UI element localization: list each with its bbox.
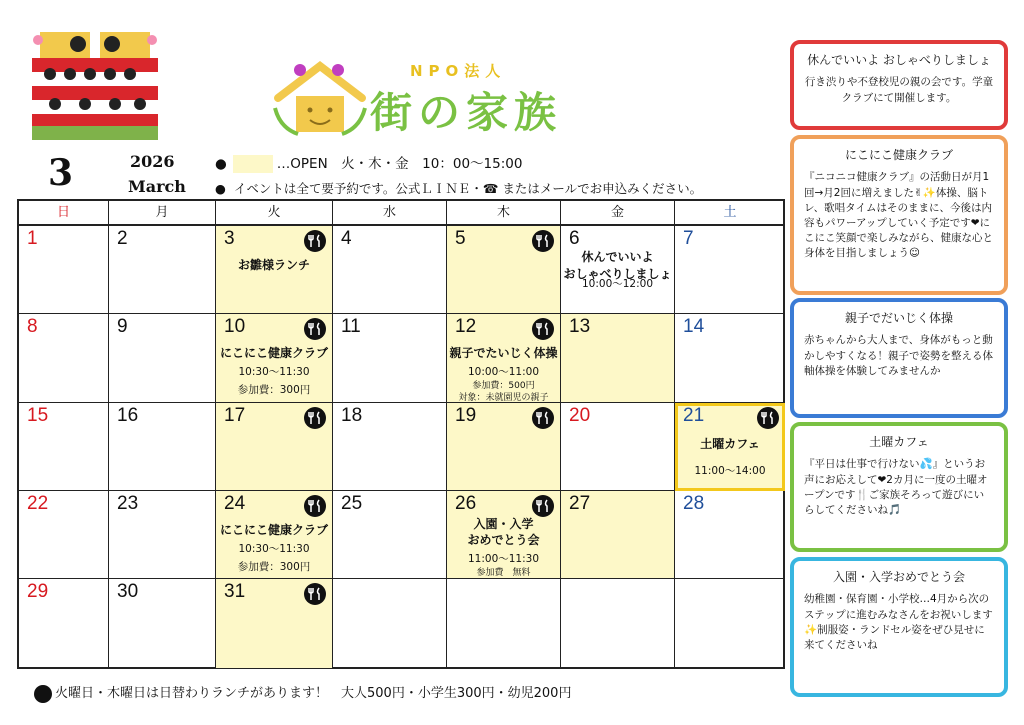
event-text: 土曜カフェ <box>700 437 760 451</box>
calendar-day-cell <box>675 491 785 579</box>
day-number: 5 <box>455 228 466 249</box>
day-number: 28 <box>683 493 705 514</box>
box-body: 幼稚園・保育園・小学校…4月から次のステップに進むみなさんをお祝いします✨制服姿・ランドセル姿をぜひ見せに来てくださいね <box>804 593 993 652</box>
day-number: 12 <box>455 316 477 337</box>
calendar-day-cell <box>675 403 785 491</box>
lunch-note <box>34 682 571 703</box>
month-number: 3 <box>48 152 74 194</box>
box-body: 赤ちゃんから大人まで、身体がもっと動かしやすくなる！親子で姿勢を整える体軸体操を体験してみませんか <box>804 334 993 377</box>
event-text: 参加費：500円 <box>472 381 535 391</box>
weekday-fri: 金 <box>561 201 675 224</box>
info-box-parents-meeting <box>790 40 1008 130</box>
weekday-thu: 木 <box>447 201 561 224</box>
day-number: 11 <box>341 316 361 337</box>
day-number: 16 <box>117 405 139 426</box>
day-number: 21 <box>683 405 705 426</box>
event-text: 10:00～11:00 <box>467 366 540 378</box>
event-text: 参加費：300円 <box>237 561 311 573</box>
box-title: にこにこ健康クラブ <box>844 148 953 162</box>
calendar-grid <box>17 199 785 669</box>
highlight-legend-swatch <box>233 155 273 173</box>
calendar-day-cell <box>109 226 216 314</box>
day-number: 10 <box>224 316 246 337</box>
day-number: 25 <box>341 493 363 514</box>
day-number: 19 <box>455 405 477 426</box>
calendar-day-cell <box>216 403 333 491</box>
day-number: 8 <box>27 316 38 337</box>
day-number: 24 <box>224 493 246 514</box>
day-number: 14 <box>683 316 705 337</box>
calendar-day-cell <box>109 579 216 668</box>
calendar-day-cell <box>333 226 447 314</box>
day-number: 2 <box>117 228 128 249</box>
lunch-fork-knife-icon <box>304 318 326 340</box>
lunch-fork-knife-icon <box>532 318 554 340</box>
lunch-fork-knife-icon <box>532 495 554 517</box>
day-number: 26 <box>455 493 477 514</box>
event-text: 参加費：300円 <box>237 384 311 396</box>
day-number: 18 <box>341 405 363 426</box>
weekday-wed: 水 <box>333 201 447 224</box>
event-text: 入園・入学 <box>473 517 534 531</box>
calendar-day-cell <box>19 226 109 314</box>
day-number: 4 <box>341 228 352 249</box>
reservation-line: ● イベントは全て要予約です。公式ＬＩＮＥ・☎ またはメールでお申込みください。 <box>215 181 703 196</box>
day-number: 27 <box>569 493 591 514</box>
lunch-fork-knife-icon <box>304 407 326 429</box>
calendar-day-cell <box>109 491 216 579</box>
calendar-day-cell <box>216 314 333 403</box>
calendar-day-cell <box>561 491 675 579</box>
open-hours-text: …OPEN 火・木・金 10：00～15:00 <box>276 156 523 172</box>
hina-doll-illustration <box>30 28 160 140</box>
calendar-day-cell <box>216 579 333 668</box>
lunch-fork-knife-icon <box>532 407 554 429</box>
calendar-day-cell <box>19 314 109 403</box>
event-text: にこにこ健康クラブ <box>219 523 328 537</box>
box-body: 行き渋りや不登校児の親の会です。学童クラブにて開催します。 <box>804 76 994 104</box>
calendar-day-cell <box>675 314 785 403</box>
calendar-day-cell <box>333 491 447 579</box>
calendar-day-cell <box>19 403 109 491</box>
box-body: 『ニコニコ健康クラブ』の活動日が月1回→月2回に増えました✌✨体操、脳トレ、歌唱タイムはそのままに、今後は内容もパワーアップしていく予定です❤にこにこ笑顔で楽しみながら、健康な心と身体を目指しましょう☺ <box>804 171 993 260</box>
lunch-note-text: 火曜日・木曜日は日替わりランチがあります！ 大人500円・小学生300円・幼児200円 <box>55 686 572 701</box>
calendar-day-cell <box>561 579 675 668</box>
year-label: 2026 <box>130 152 175 171</box>
calendar-day-cell <box>447 403 561 491</box>
day-number: 1 <box>27 228 38 249</box>
day-number: 17 <box>224 405 246 426</box>
calendar-day-cell <box>447 579 561 668</box>
day-number: 3 <box>224 228 235 249</box>
event-text: 参加費 無料 <box>476 568 531 578</box>
day-number: 22 <box>27 493 49 514</box>
event-text: 対象：未就園児の親子 <box>458 393 549 403</box>
event-text: 11:00～14:00 <box>694 465 766 477</box>
calendar-day-cell <box>333 579 447 668</box>
fork-knife-icon <box>34 685 52 703</box>
calendar-day-cell <box>561 226 675 314</box>
box-body: 『平日は仕事で行けない💦』というお声にお応えして❤2カ月に一度の土曜オープンです🍴ご家族そろって遊びにいらしてくださいね🎵 <box>804 458 988 517</box>
calendar-day-cell <box>216 226 333 314</box>
event-text: お雛様ランチ <box>237 258 310 272</box>
info-box-health-club <box>790 135 1008 295</box>
weekday-sat: 土 <box>723 205 737 220</box>
info-box-school-celebration <box>790 557 1008 697</box>
event-text: 10:30～11:30 <box>238 543 310 555</box>
day-number: 29 <box>27 581 49 602</box>
reservation-text: イベントは全て要予約です。公式ＬＩＮＥ・☎ またはメールでお申込みください。 <box>233 181 703 196</box>
lunch-fork-knife-icon <box>304 583 326 605</box>
lunch-fork-knife-icon <box>304 230 326 252</box>
npo-label: NPO法人 <box>410 62 507 80</box>
event-text: 親子でたいじく体操 <box>449 346 558 360</box>
lunch-fork-knife-icon <box>304 495 326 517</box>
day-number: 13 <box>569 316 591 337</box>
org-name: 街の家族 <box>370 88 563 137</box>
day-number: 20 <box>569 405 591 426</box>
calendar-day-cell <box>561 314 675 403</box>
info-box-saturday-cafe <box>790 422 1008 552</box>
calendar-day-cell <box>561 403 675 491</box>
box-title: 休んでいいよ おしゃべりしましょ <box>807 53 991 67</box>
day-number: 9 <box>117 316 128 337</box>
lunch-fork-knife-icon <box>532 230 554 252</box>
calendar-day-cell <box>333 403 447 491</box>
day-number: 30 <box>117 581 139 602</box>
box-title: 入園・入学おめでとう会 <box>832 570 965 584</box>
event-text: 11:00～11:30 <box>467 553 540 565</box>
weekday-mon: 月 <box>109 201 216 224</box>
calendar-day-cell <box>447 226 561 314</box>
calendar-day-cell <box>333 314 447 403</box>
calendar-day-cell <box>447 491 561 579</box>
calendar-day-cell <box>447 314 561 403</box>
box-title: 親子でだいじく体操 <box>844 311 953 325</box>
info-box-parent-child-exercise <box>790 298 1008 418</box>
calendar-day-cell <box>19 579 109 668</box>
open-hours-line: ● …OPEN 火・木・金 10：00～15:00 <box>215 156 523 172</box>
calendar-day-cell <box>675 579 785 668</box>
calendar-day-cell <box>216 491 333 579</box>
day-number: 7 <box>683 228 694 249</box>
weekday-tue: 火 <box>216 201 333 224</box>
event-text: 10:30～11:30 <box>238 366 310 378</box>
event-text: 10:00～12:00 <box>581 278 654 290</box>
calendar-day-cell <box>109 314 216 403</box>
day-number: 6 <box>569 228 580 249</box>
box-title: 土曜カフェ <box>869 435 929 449</box>
weekday-header <box>19 201 783 226</box>
day-number: 31 <box>224 581 246 602</box>
month-english: March <box>128 177 186 196</box>
weekday-sun: 日 <box>19 201 109 224</box>
lunch-fork-knife-icon <box>757 407 779 429</box>
event-text: にこにこ健康クラブ <box>219 346 328 360</box>
calendar-day-cell <box>19 491 109 579</box>
day-number: 23 <box>117 493 139 514</box>
calendar-day-cell <box>109 403 216 491</box>
event-text: おめでとう会 <box>467 533 540 547</box>
day-number: 15 <box>27 405 49 426</box>
calendar-day-cell <box>675 226 785 314</box>
event-text: 休んでいいよ おしゃべりしましょ <box>563 250 672 281</box>
